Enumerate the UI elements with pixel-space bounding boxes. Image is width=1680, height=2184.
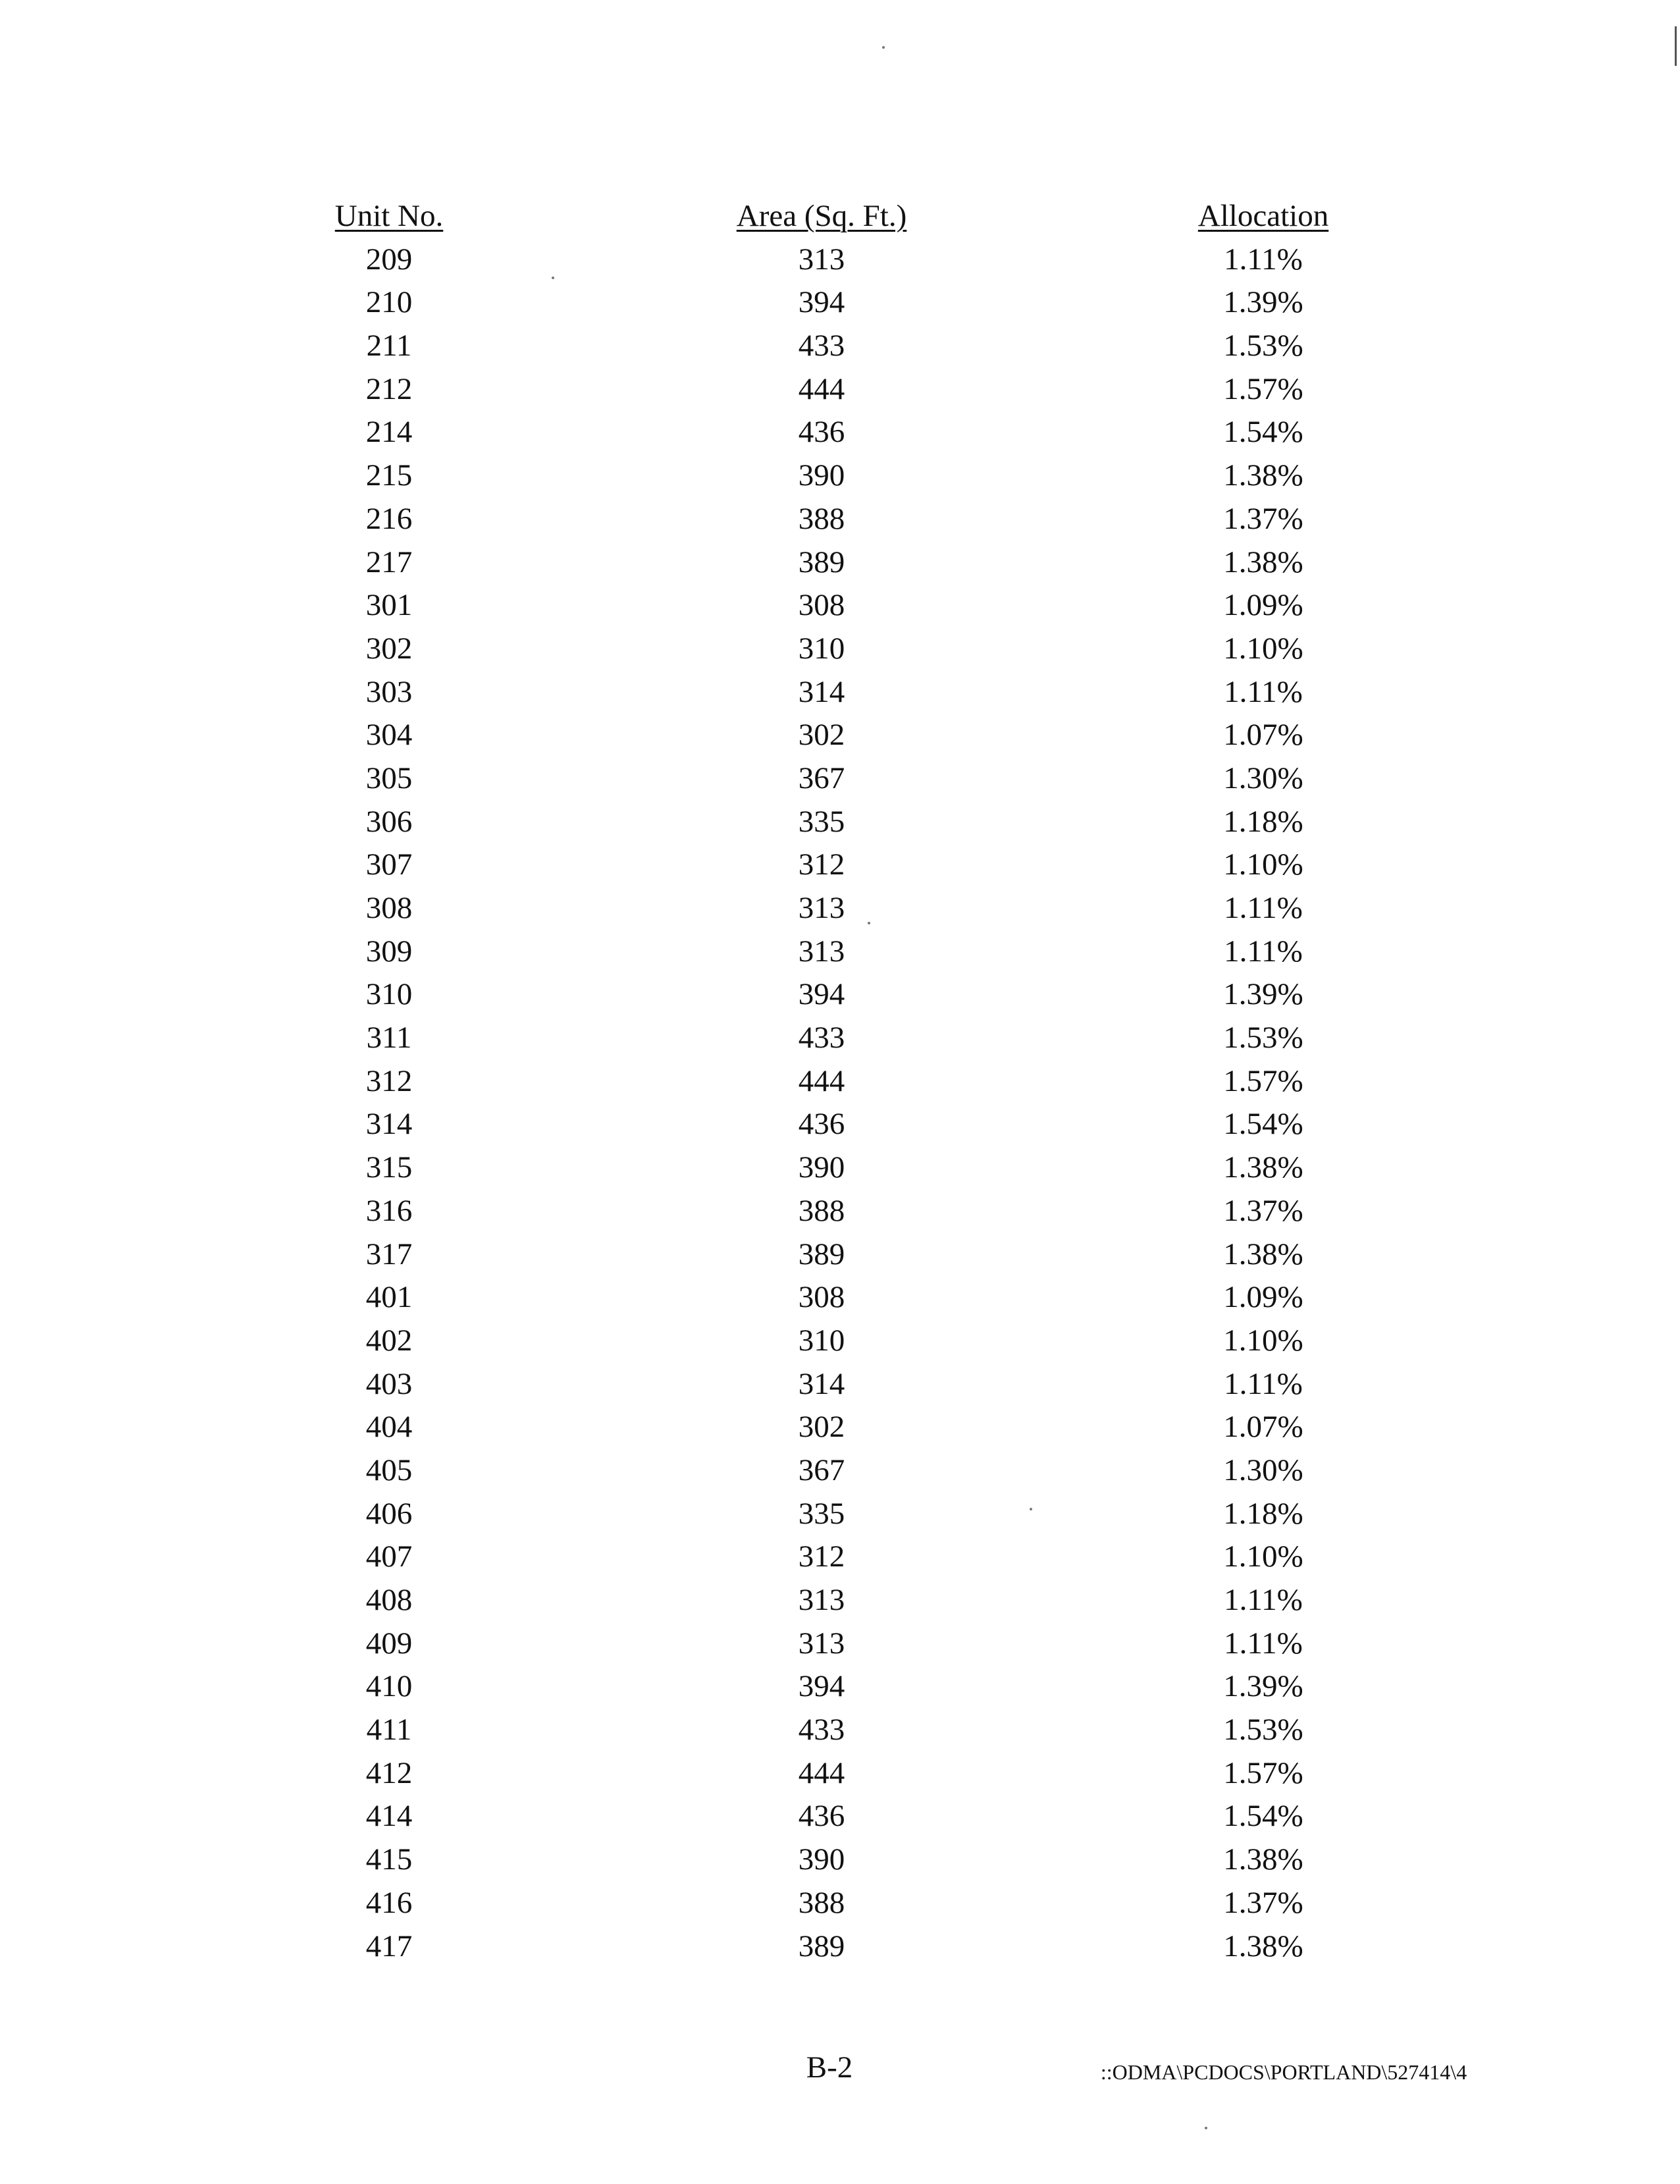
unit-no-cell: 210 — [365, 285, 413, 320]
table-body — [0, 238, 1680, 1969]
header-unit-no: Unit No. — [334, 199, 444, 233]
unit-no-cell: 211 — [366, 329, 412, 363]
area-cell: 308 — [798, 588, 845, 623]
allocation-cell: 1.11% — [1224, 674, 1303, 709]
unit-no-cell: 304 — [365, 718, 413, 753]
area-cell: 390 — [798, 1150, 845, 1185]
table-row — [0, 801, 1680, 844]
table-row — [0, 973, 1680, 1017]
table-row — [0, 1406, 1680, 1449]
allocation-cell: 1.54% — [1223, 415, 1303, 450]
unit-no-cell: 403 — [365, 1366, 413, 1401]
table-row — [0, 1709, 1680, 1752]
table-row — [0, 1103, 1680, 1146]
unit-no-cell: 416 — [365, 1885, 413, 1920]
allocation-cell: 1.53% — [1223, 329, 1303, 363]
allocation-cell: 1.10% — [1223, 1323, 1303, 1358]
unit-no-cell: 306 — [365, 804, 413, 839]
area-cell: 388 — [798, 501, 845, 536]
unit-no-cell: 409 — [365, 1626, 413, 1661]
scan-edge-mark — [1675, 26, 1677, 66]
area-cell: 433 — [798, 1021, 845, 1055]
allocation-cell: 1.11% — [1224, 934, 1303, 969]
allocation-cell: 1.10% — [1223, 847, 1303, 882]
unit-no-cell: 309 — [365, 934, 413, 969]
area-cell: 313 — [798, 934, 845, 969]
unit-no-cell: 410 — [365, 1669, 413, 1704]
table-row — [0, 1579, 1680, 1622]
unit-no-cell: 405 — [365, 1452, 413, 1487]
area-cell: 389 — [798, 1929, 845, 1963]
table-row — [0, 1882, 1680, 1925]
area-cell: 302 — [798, 1410, 845, 1445]
area-cell: 436 — [798, 1799, 845, 1834]
allocation-cell: 1.39% — [1223, 285, 1303, 320]
table-row — [0, 584, 1680, 627]
table-row — [0, 498, 1680, 541]
unit-no-cell: 214 — [365, 415, 413, 450]
area-cell: 312 — [798, 1539, 845, 1574]
area-cell: 389 — [798, 545, 845, 579]
allocation-cell: 1.09% — [1223, 588, 1303, 623]
allocation-cell: 1.10% — [1223, 631, 1303, 666]
area-cell: 390 — [798, 1842, 845, 1877]
allocation-cell: 1.38% — [1223, 1237, 1303, 1271]
table-row — [0, 1795, 1680, 1838]
allocation-cell: 1.54% — [1223, 1107, 1303, 1142]
unit-no-cell: 312 — [365, 1063, 413, 1098]
page-number: B-2 — [806, 2050, 853, 2085]
unit-no-cell: 411 — [366, 1713, 412, 1747]
table-row — [0, 1190, 1680, 1233]
table-row — [0, 1017, 1680, 1060]
allocation-cell: 1.39% — [1223, 1669, 1303, 1704]
table-row — [0, 887, 1680, 930]
area-cell: 367 — [798, 760, 845, 795]
unit-no-cell: 401 — [365, 1280, 413, 1315]
document-path: ::ODMA\PCDOCS\PORTLAND\527414\4 — [1100, 2060, 1467, 2084]
area-cell: 388 — [798, 1193, 845, 1228]
area-cell: 436 — [798, 1107, 845, 1142]
allocation-cell: 1.11% — [1224, 1366, 1303, 1401]
area-cell: 314 — [798, 674, 845, 709]
table-row — [0, 757, 1680, 801]
area-cell: 313 — [798, 1583, 845, 1617]
unit-no-cell: 311 — [366, 1021, 412, 1055]
unit-no-cell: 407 — [365, 1539, 413, 1574]
header-allocation: Allocation — [1197, 199, 1329, 233]
allocation-cell: 1.11% — [1224, 891, 1303, 925]
allocation-cell: 1.57% — [1223, 1755, 1303, 1790]
area-cell: 313 — [798, 891, 845, 925]
allocation-cell: 1.09% — [1223, 1280, 1303, 1315]
table-row — [0, 1233, 1680, 1277]
unit-no-cell: 305 — [365, 760, 413, 795]
allocation-cell: 1.37% — [1223, 501, 1303, 536]
area-cell: 444 — [798, 1755, 845, 1790]
area-cell: 308 — [798, 1280, 845, 1315]
allocation-cell: 1.11% — [1224, 1583, 1303, 1617]
allocation-cell: 1.38% — [1223, 1842, 1303, 1877]
area-cell: 310 — [798, 631, 845, 666]
table-row — [0, 1752, 1680, 1796]
header-area: Area (Sq. Ft.) — [736, 199, 907, 233]
unit-no-cell: 212 — [365, 371, 413, 406]
table-row — [0, 541, 1680, 585]
allocation-cell: 1.37% — [1223, 1885, 1303, 1920]
scan-speck — [882, 46, 885, 49]
area-cell: 394 — [798, 285, 845, 320]
area-cell: 302 — [798, 718, 845, 753]
unit-no-cell: 308 — [365, 891, 413, 925]
table-row — [0, 325, 1680, 368]
area-cell: 335 — [798, 804, 845, 839]
allocation-cell: 1.38% — [1223, 545, 1303, 579]
allocation-cell: 1.11% — [1224, 1626, 1303, 1661]
unit-allocation-table — [0, 195, 1680, 1968]
allocation-cell: 1.38% — [1223, 1929, 1303, 1963]
table-row — [0, 1622, 1680, 1666]
unit-no-cell: 209 — [365, 242, 413, 277]
unit-no-cell: 301 — [365, 588, 413, 623]
table-row — [0, 411, 1680, 454]
table-row — [0, 454, 1680, 498]
unit-no-cell: 415 — [365, 1842, 413, 1877]
area-cell: 313 — [798, 1626, 845, 1661]
area-cell: 367 — [798, 1452, 845, 1487]
unit-no-cell: 215 — [365, 458, 413, 493]
table-row — [0, 1838, 1680, 1882]
allocation-cell: 1.07% — [1223, 718, 1303, 753]
unit-no-cell: 217 — [365, 545, 413, 579]
scan-speck — [1205, 2127, 1207, 2129]
allocation-cell: 1.10% — [1223, 1539, 1303, 1574]
unit-no-cell: 303 — [365, 674, 413, 709]
table-row — [0, 1925, 1680, 1969]
table-header-row — [0, 195, 1680, 238]
allocation-cell: 1.54% — [1223, 1799, 1303, 1834]
area-cell: 314 — [798, 1366, 845, 1401]
area-cell: 313 — [798, 242, 845, 277]
area-cell: 389 — [798, 1237, 845, 1271]
table-row — [0, 1665, 1680, 1709]
table-row — [0, 714, 1680, 757]
table-row — [0, 627, 1680, 671]
unit-no-cell: 412 — [365, 1755, 413, 1790]
allocation-cell: 1.53% — [1223, 1713, 1303, 1747]
table-row — [0, 281, 1680, 325]
unit-no-cell: 316 — [365, 1193, 413, 1228]
table-row — [0, 1146, 1680, 1190]
area-cell: 433 — [798, 1713, 845, 1747]
unit-no-cell: 310 — [365, 977, 413, 1012]
area-cell: 436 — [798, 415, 845, 450]
area-cell: 433 — [798, 329, 845, 363]
table-row — [0, 1363, 1680, 1406]
unit-no-cell: 406 — [365, 1496, 413, 1531]
area-cell: 388 — [798, 1885, 845, 1920]
allocation-cell: 1.57% — [1223, 371, 1303, 406]
unit-no-cell: 314 — [365, 1107, 413, 1142]
area-cell: 390 — [798, 458, 845, 493]
table-row — [0, 843, 1680, 887]
allocation-cell: 1.37% — [1223, 1193, 1303, 1228]
unit-no-cell: 315 — [365, 1150, 413, 1185]
allocation-cell: 1.57% — [1223, 1063, 1303, 1098]
area-cell: 335 — [798, 1496, 845, 1531]
area-cell: 444 — [798, 371, 845, 406]
allocation-cell: 1.18% — [1223, 1496, 1303, 1531]
unit-no-cell: 302 — [365, 631, 413, 666]
allocation-cell: 1.53% — [1223, 1021, 1303, 1055]
allocation-cell: 1.30% — [1223, 1452, 1303, 1487]
table-row — [0, 671, 1680, 714]
area-cell: 444 — [798, 1063, 845, 1098]
allocation-cell: 1.11% — [1224, 242, 1303, 277]
table-row — [0, 368, 1680, 412]
unit-no-cell: 317 — [365, 1237, 413, 1271]
table-row — [0, 1060, 1680, 1104]
unit-no-cell: 307 — [365, 847, 413, 882]
unit-no-cell: 404 — [365, 1410, 413, 1445]
area-cell: 310 — [798, 1323, 845, 1358]
table-row — [0, 1535, 1680, 1579]
unit-no-cell: 402 — [365, 1323, 413, 1358]
unit-no-cell: 216 — [365, 501, 413, 536]
allocation-cell: 1.07% — [1223, 1410, 1303, 1445]
allocation-cell: 1.18% — [1223, 804, 1303, 839]
allocation-cell: 1.38% — [1223, 458, 1303, 493]
unit-no-cell: 414 — [365, 1799, 413, 1834]
table-row — [0, 1276, 1680, 1319]
unit-no-cell: 408 — [365, 1583, 413, 1617]
table-row — [0, 1493, 1680, 1536]
table-row — [0, 238, 1680, 282]
allocation-cell: 1.38% — [1223, 1150, 1303, 1185]
allocation-cell: 1.39% — [1223, 977, 1303, 1012]
area-cell: 394 — [798, 977, 845, 1012]
allocation-cell: 1.30% — [1223, 760, 1303, 795]
unit-no-cell: 417 — [365, 1929, 413, 1963]
area-cell: 312 — [798, 847, 845, 882]
table-row — [0, 1449, 1680, 1493]
table-row — [0, 930, 1680, 974]
area-cell: 394 — [798, 1669, 845, 1704]
table-row — [0, 1319, 1680, 1363]
